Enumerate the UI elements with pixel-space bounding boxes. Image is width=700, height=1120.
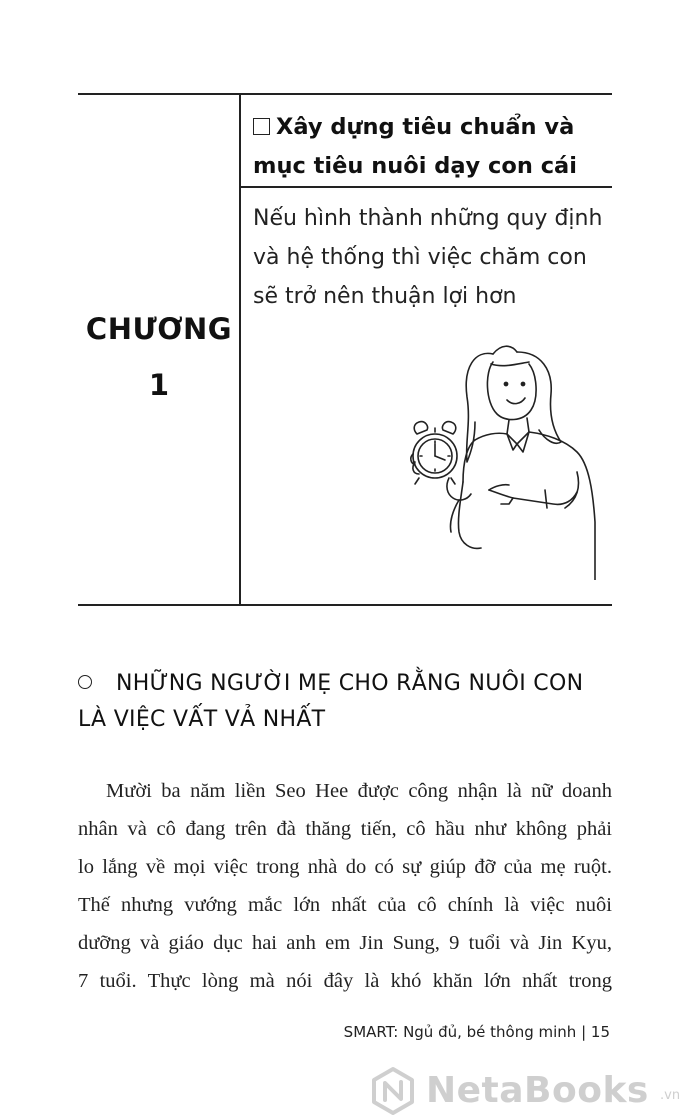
body-line: Thế nhưng vướng mắc lớn nhất của cô chính là việc nuôi	[78, 894, 612, 916]
netabooks-logo-icon	[368, 1066, 418, 1116]
checkbox-icon	[253, 118, 270, 135]
watermark-suffix: .vn	[660, 1088, 681, 1103]
table-row-divider	[239, 186, 612, 188]
chapter-heading	[78, 666, 618, 738]
table-column-divider	[239, 93, 241, 606]
section-title-text: Xây dựng tiêu chuẩn và mục tiêu nuôi dạy con cái	[253, 114, 577, 179]
circle-bullet-icon	[78, 675, 92, 689]
watermark-brand: NetaBooks	[426, 1070, 649, 1111]
chapter-label: CHƯƠNG	[85, 312, 233, 346]
woman-with-alarm-clock-illustration	[405, 322, 600, 580]
table-top-border	[78, 93, 612, 95]
body-line: lo lắng về mọi việc trong nhà do có sự giúp đỡ của mẹ ruột.	[78, 856, 612, 878]
body-line: 7 tuổi. Thực lòng mà nói đây là khó khăn lớn nhất trong	[78, 970, 612, 992]
body-line: Mười ba năm liền Seo Hee được công nhận là nữ doanh	[106, 780, 612, 802]
page-footer: SMART: Ngủ đủ, bé thông minh | 15	[343, 1023, 610, 1041]
heading-line-2: LÀ VIỆC VẤT VẢ NHẤT	[78, 707, 326, 732]
section-title	[253, 108, 608, 186]
chapter-number: 1	[148, 368, 170, 402]
table-bottom-border	[78, 604, 612, 606]
body-line: dưỡng và giáo dục hai anh em Jin Sung, 9 tuổi và Jin Kyu,	[78, 932, 612, 954]
body-line: nhân và cô đang trên đà thăng tiến, cô hầu như không phải	[78, 818, 612, 840]
heading-line-1: NHỮNG NGƯỜI MẸ CHO RẰNG NUÔI CON	[78, 666, 618, 702]
body-paragraph	[78, 772, 612, 1000]
section-description: Nếu hình thành những quy định và hệ thống thì việc chăm con sẽ trở nên thuận lợi hơn	[253, 206, 603, 309]
netabooks-watermark	[368, 1066, 698, 1116]
